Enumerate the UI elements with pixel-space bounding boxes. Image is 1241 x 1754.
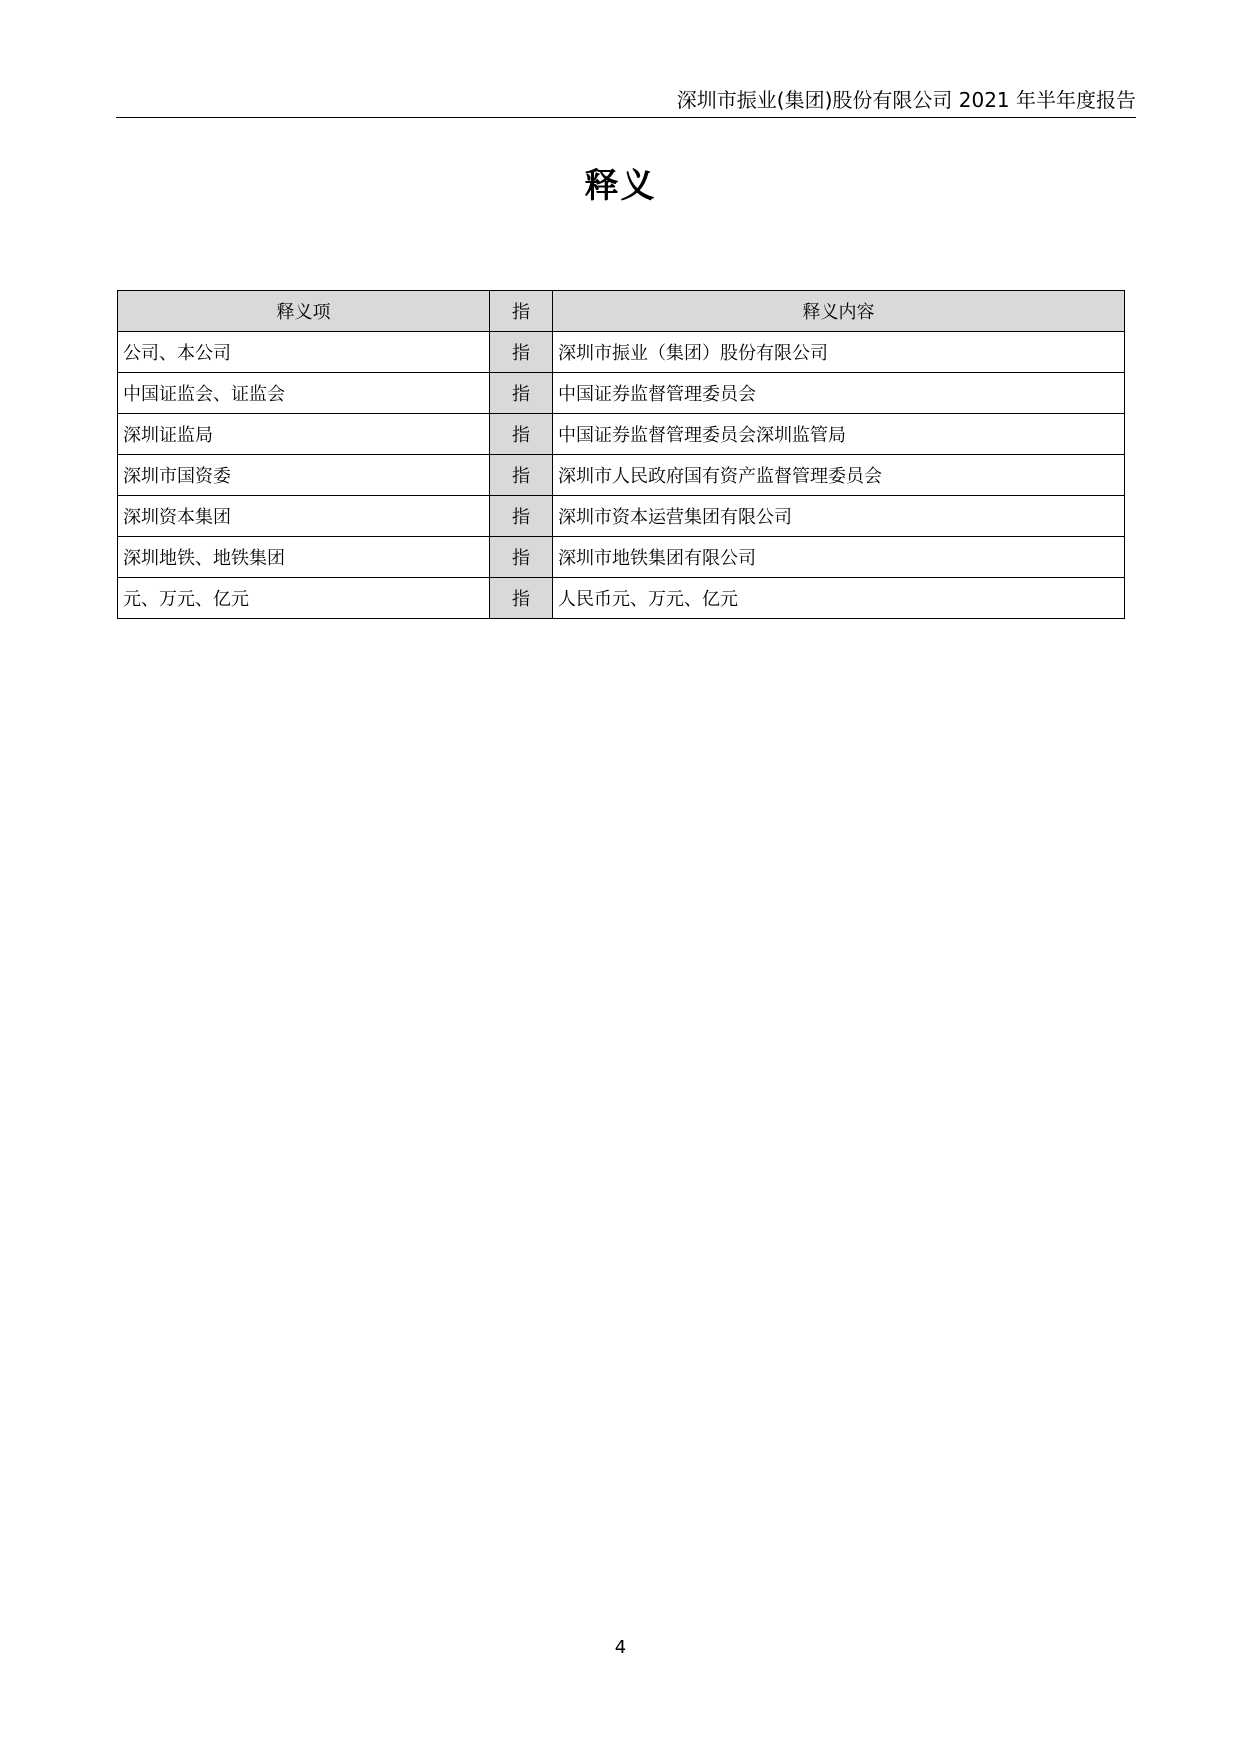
desc-cell: 深圳市地铁集团有限公司 [553, 537, 1125, 578]
definitions-table [117, 290, 1125, 619]
desc-cell: 人民币元、万元、亿元 [553, 578, 1125, 619]
header-term: 释义项 [118, 291, 490, 332]
table-row [118, 455, 1125, 496]
desc-cell: 中国证券监督管理委员会 [553, 373, 1125, 414]
desc-cell: 深圳市人民政府国有资产监督管理委员会 [553, 455, 1125, 496]
header-ref: 指 [490, 291, 553, 332]
desc-cell: 中国证券监督管理委员会深圳监管局 [553, 414, 1125, 455]
table-row [118, 373, 1125, 414]
desc-cell: 深圳市资本运营集团有限公司 [553, 496, 1125, 537]
ref-cell: 指 [490, 537, 553, 578]
table-row [118, 496, 1125, 537]
ref-cell: 指 [490, 373, 553, 414]
desc-cell: 深圳市振业（集团）股份有限公司 [553, 332, 1125, 373]
term-cell: 公司、本公司 [118, 332, 490, 373]
ref-cell: 指 [490, 578, 553, 619]
table-row [118, 578, 1125, 619]
term-cell: 深圳地铁、地铁集团 [118, 537, 490, 578]
table-row [118, 414, 1125, 455]
term-cell: 深圳证监局 [118, 414, 490, 455]
header-divider [116, 117, 1136, 118]
page-header: 深圳市振业(集团)股份有限公司 2021 年半年度报告 [676, 88, 1136, 112]
term-cell: 深圳市国资委 [118, 455, 490, 496]
ref-cell: 指 [490, 496, 553, 537]
ref-cell: 指 [490, 414, 553, 455]
table-row [118, 537, 1125, 578]
term-cell: 元、万元、亿元 [118, 578, 490, 619]
term-cell: 中国证监会、证监会 [118, 373, 490, 414]
table-header-row [118, 291, 1125, 332]
ref-cell: 指 [490, 455, 553, 496]
header-desc: 释义内容 [553, 291, 1125, 332]
term-cell: 深圳资本集团 [118, 496, 490, 537]
table-row [118, 332, 1125, 373]
page-title: 释义 [584, 166, 657, 206]
ref-cell: 指 [490, 332, 553, 373]
page-number: 4 [614, 1637, 627, 1658]
